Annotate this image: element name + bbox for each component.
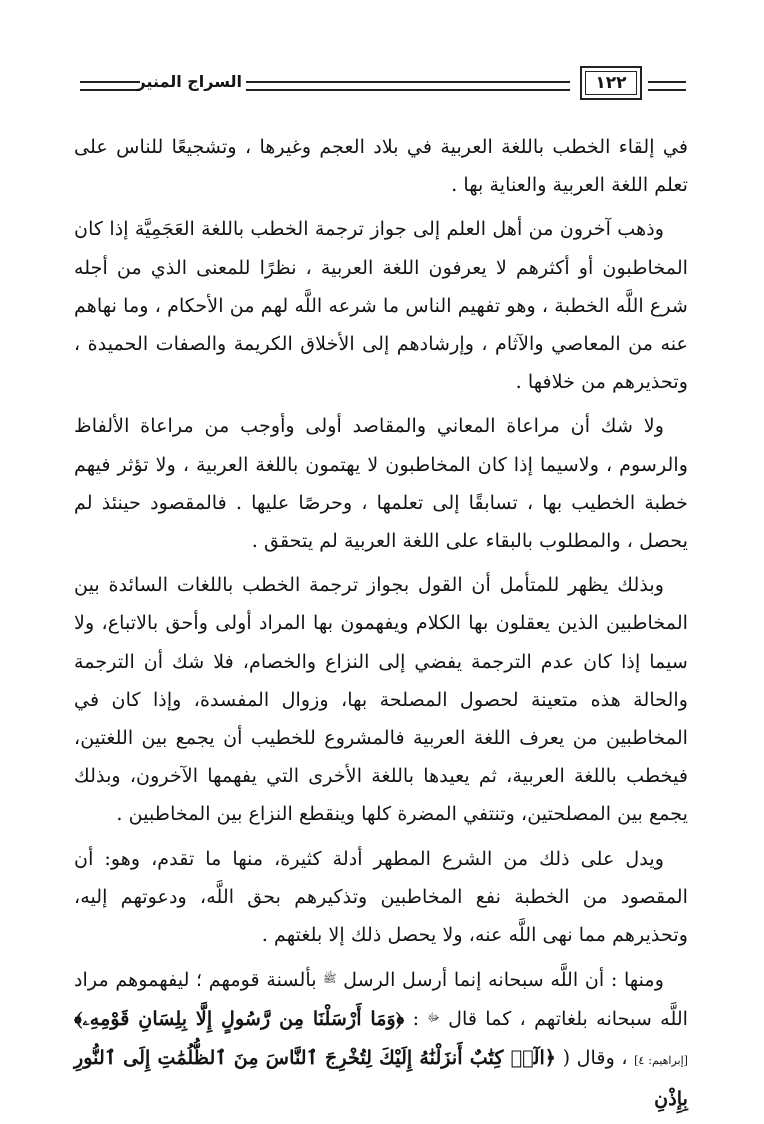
verse-reference: [إبراهيم: ٤] xyxy=(634,1053,688,1067)
paragraph: وبذلك يظهر للمتأمل أن القول بجواز ترجمة الخطب باللغات السائدة بين المخاطبين الذين يعقلون بها الكلام ويفهمون بها المراد أولى وأحق بالاتباع، ولا سيما إذا كان عدم الترجمة يفضي إلى النزاع والخصام، فلا شك أن الترجمة والحالة هذه متعينة لحصول المصلحة بها، وزوال المفسدة، وإذا كان في المخاطبين من يعرف اللغة العربية فالمشروع للخطيب أن يجمع بين اللغتين، فيخطب باللغة العربية، ثم يعيدها باللغة الأخرى التي يفهمها الآخرون، وبذلك يجمع بين المصلحتين، وتنتفي المضرة كلها وينقطع النزاع بين المخاطبين . xyxy=(74,573,688,826)
text-segment: : xyxy=(412,1007,420,1031)
paragraph: ولا شك أن مراعاة المعاني والمقاصد أولى وأوجب من مراعاة الألفاظ والرسوم ، ولاسيما إذا كان المخاطبون لا يهتمون باللغة العربية ، ولا تؤثر فيهم خطبة الخطيب بها ، تسابقًا إلى تعلمها ، وحرصًا عليها . فالمقصود حينئذ لم يحصل ، والمطلوب بالبقاء على اللغة العربية لم يتحقق . xyxy=(74,414,688,553)
page-number-frame xyxy=(580,66,642,100)
text-segment: ، وقال ( xyxy=(562,1045,628,1069)
header-rule-right xyxy=(648,81,686,91)
body-text xyxy=(74,128,688,1124)
paragraph-quran-citation xyxy=(74,960,688,1118)
salutation-mark: ﷺ xyxy=(323,972,337,986)
quran-verse: ﴿الٓرۚ كِتَٰبٌ أَنزَلْنَٰهُ إِلَيْكَ لِتُخْرِجَ ٱلنَّاسَ مِنَ ٱلظُّلُمَٰتِ إِلَى ٱلنُّورِ بِإِذْنِ xyxy=(74,1045,688,1110)
page-number: ١٢٢ xyxy=(595,73,627,93)
paragraph: ويدل على ذلك من الشرع المطهر أدلة كثيرة، منها ما تقدم، وهو: أن المقصود من الخطبة نفع المخاطبين وتذكيرهم بحق اللَّه، ودعوتهم إليه، وتحذيرهم مما نهى اللَّه عنه، ولا يحصل ذلك إلا بلغتهم . xyxy=(74,846,688,947)
paragraph: وذهب آخرون من أهل العلم إلى جواز ترجمة الخطب باللغة العَجَمِيَّة إذا كان المخاطبون أو أكثرهم لا يعرفون اللغة العربية ، نظرًا للمعنى الذي من أجله شرع اللَّه الخطبة ، وهو تفهيم الناس ما شرعه اللَّه لهم من الأحكام ، وما نهاهم عنه من المعاصي والآثام ، وإرشادهم إلى الأخلاق الكريمة والصفات الحميدة ، وتحذيرهم من خلافها . xyxy=(74,217,688,394)
glorification-mark: ﷻ xyxy=(427,1011,440,1025)
header-rule-left xyxy=(80,81,140,91)
book-title: السراج المنير xyxy=(136,72,242,91)
running-header xyxy=(80,66,686,106)
text-segment: بألسنة قومهم ؛ ليفهموهم مراد اللَّه سبحانه بلغاتهم ، كما قال xyxy=(74,968,688,1031)
quran-verse: ﴿وَمَا أَرْسَلْنَا مِن رَّسُولٍ إِلَّا بِلِسَانِ قَوْمِهِۦ﴾ xyxy=(74,1007,405,1031)
text-segment: ومنها : أن اللَّه سبحانه إنما أرسل الرسل xyxy=(343,968,664,992)
paragraph-continued: في إلقاء الخطب باللغة العربية في بلاد العجم وغيرها ، وتشجيعًا للناس على تعلم اللغة العربية والعناية بها . xyxy=(74,135,688,197)
header-rule-middle xyxy=(246,81,570,91)
